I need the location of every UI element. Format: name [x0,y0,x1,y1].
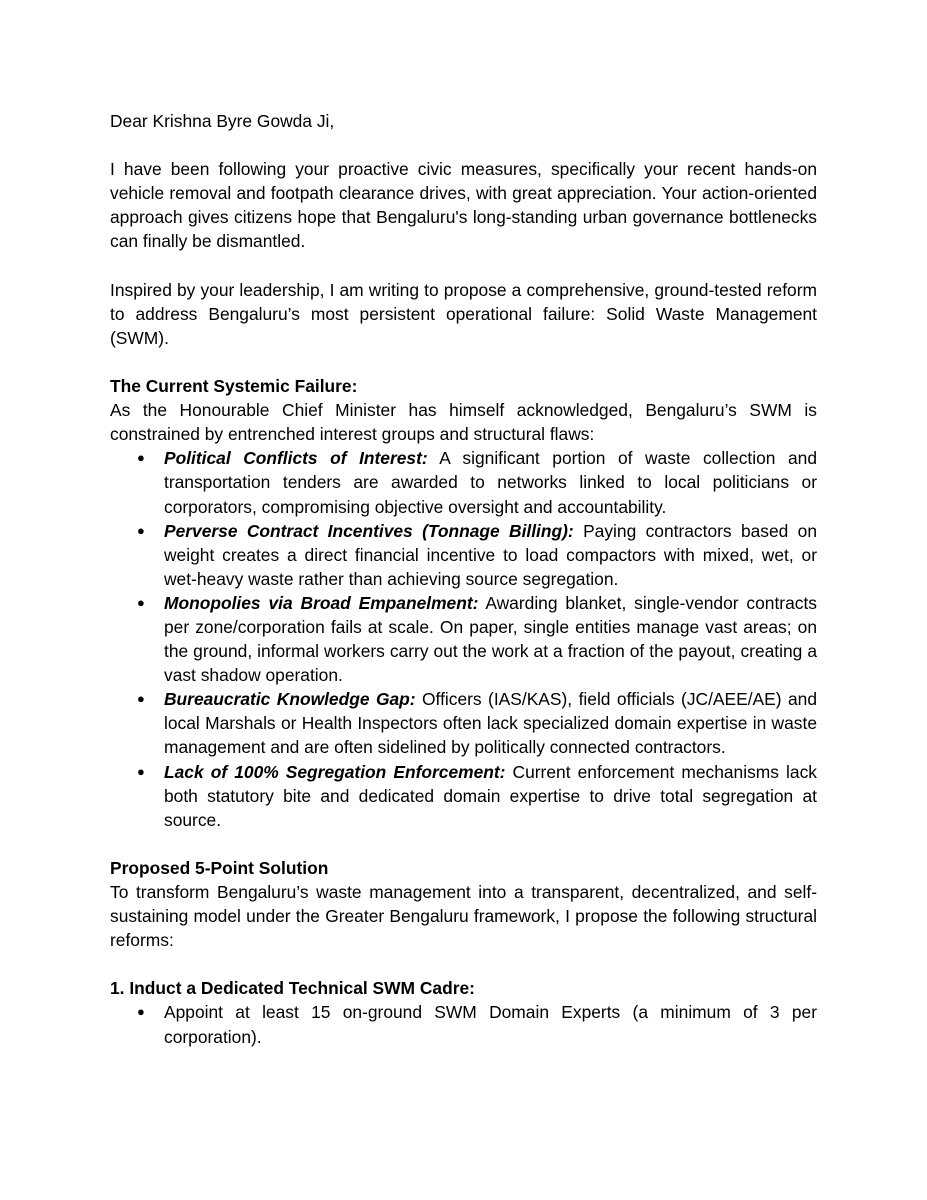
point-1-item [110,1000,817,1048]
bullet-icon: ● [137,691,145,707]
bullet-icon: ● [137,594,145,610]
point-1-list [110,1000,817,1048]
failure-item [110,687,817,759]
failure-item-term: Lack of 100% Segregation Enforcement: [164,761,506,782]
failure-item-text: A significant portion of waste collection and transportation tenders are awarded to networks linked to local politicians or corporators, compromising objective oversight and accountability. [164,448,817,517]
failure-list [110,446,817,832]
failure-item [110,519,817,591]
bullet-icon: ● [137,763,145,779]
solution-heading: Proposed 5-Point Solution [110,857,329,878]
failure-item-text: Officers (IAS/KAS), field officials (JC/AEE/AE) and local Marshals or Health Inspectors often lack specialized domain expertise in waste management and are often sidelined by politically connected contractors. [164,689,817,758]
failure-item-term: Political Conflicts of Interest: [164,448,428,469]
failure-item-text: Current enforcement mechanisms lack both statutory bite and dedicated domain expertise to drive total segregation at source. [164,761,817,830]
failure-item-text: Paying contractors based on weight creates a direct financial incentive to load compactors with mixed, wet, or wet-heavy waste rather than achieving source segregation. [164,520,818,589]
spacer [110,133,817,157]
failure-heading: The Current Systemic Failure: [110,376,358,397]
bullet-icon: ● [137,522,145,538]
spacer [110,254,817,278]
intro-paragraph-1: I have been following your proactive civic measures, specifically your recent hands-on vehicle removal and footpath clearance drives, with great appreciation. Your action-oriented approach gives citizens hope that Bengaluru's long-standing urban governance bottlenecks can finally be dismantled. [110,159,817,252]
point-1-item-text: Appoint at least 15 on-ground SWM Domain Experts (a minimum of 3 per corporation). [164,1002,817,1047]
spacer [110,832,817,856]
failure-intro: As the Honourable Chief Minister has himself acknowledged, Bengaluru’s SWM is constrained by entrenched interest groups and structural flaws: [110,400,817,445]
failure-item-term: Bureaucratic Knowledge Gap: [164,689,416,710]
failure-item [110,446,817,518]
spacer [110,350,817,374]
spacer [110,952,817,976]
failure-item-text: Awarding blanket, single-vendor contracts per zone/corporation fails at scale. On paper, single entities manage vast areas; on the ground, informal workers carry out the work at a fraction of the payout, creating a vast shadow operation. [164,592,817,686]
bullet-icon: ● [137,1004,145,1020]
point-1-heading: 1. Induct a Dedicated Technical SWM Cadre: [110,978,475,999]
failure-item [110,760,817,832]
solution-intro: To transform Bengaluru’s waste management into a transparent, decentralized, and self-sustaining model under the Greater Bengaluru framework, I propose the following structural reforms: [110,882,817,951]
failure-item-term: Monopolies via Broad Empanelment: [164,592,479,613]
salutation: Dear Krishna Byre Gowda Ji, [110,111,335,131]
failure-item [110,591,817,687]
intro-paragraph-2: Inspired by your leadership, I am writing to propose a comprehensive, ground-tested reform to address Bengaluru’s most persistent operational failure: Solid Waste Management (SWM). [110,279,817,348]
letter-page [110,109,817,1049]
failure-item-term: Perverse Contract Incentives (Tonnage Billing): [164,520,574,541]
bullet-icon: ● [137,450,145,466]
